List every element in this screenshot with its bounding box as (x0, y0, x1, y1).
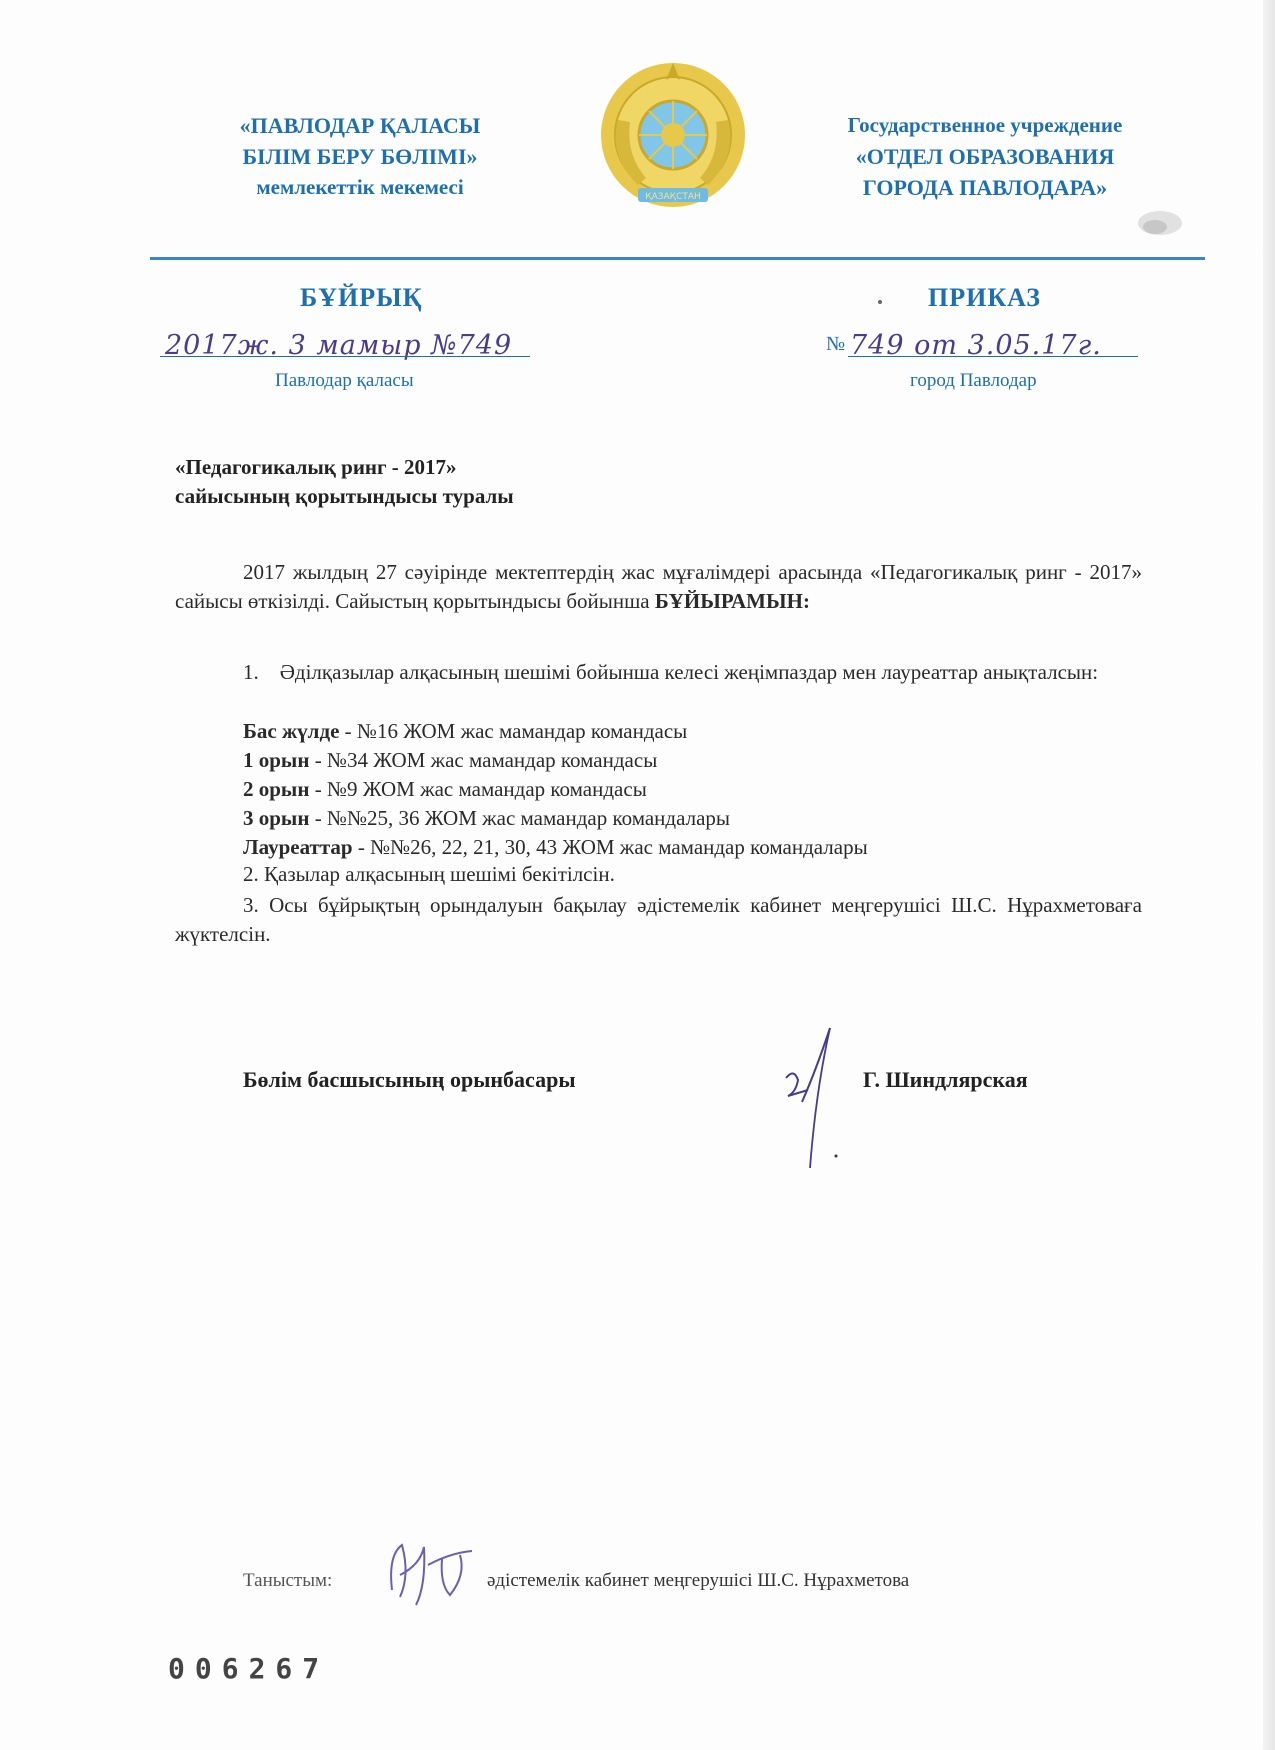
handwritten-date-ru: 749 от 3.05.17г. (850, 330, 1102, 361)
order-subject (175, 453, 514, 511)
winner-text: - №№25, 36 ЖОМ жас мамандар командалары (309, 806, 731, 830)
header-kz-line-3: мемлекеттік мекемесі (256, 175, 464, 199)
header-kz (180, 110, 540, 203)
winner-row (243, 775, 647, 804)
acknowledgement-signature (380, 1535, 500, 1615)
winner-text: - №16 ЖОМ жас мамандар командасы (339, 719, 688, 743)
order-item-2: 2. Қазылар алқасының шешімі бекітілсін. (243, 862, 615, 886)
header-ru (785, 110, 1185, 203)
order-title-ru: ПРИКАЗ (928, 283, 1042, 312)
signatory-position: Бөлім басшысының орынбасары (243, 1067, 576, 1092)
winner-text: - №9 ЖОМ жас мамандар командасы (309, 777, 647, 801)
date-underline-ru (848, 356, 1138, 357)
city-kz: Павлодар қаласы (275, 370, 414, 391)
winner-label: Лауреаттар (243, 835, 353, 859)
acknowledgement-label: Таныстым: (243, 1570, 333, 1591)
scan-smudge (1130, 205, 1185, 240)
subject-line-2: сайысының қорытындысы туралы (175, 484, 514, 508)
subject-line-1: «Педагогикалық ринг - 2017» (175, 455, 457, 479)
handwritten-signature (780, 1020, 870, 1170)
acknowledgement-text: әдістемелік кабинет меңгерушісі Ш.С. Нұрахметова (487, 1570, 910, 1591)
header-divider (150, 257, 1205, 260)
serial-number: 006267 (168, 1652, 330, 1685)
header-kz-line-1: «ПАВЛОДАР ҚАЛАСЫ (239, 113, 481, 138)
scan-edge (1263, 0, 1275, 1750)
winner-row (243, 804, 730, 833)
intro-text: 2017 жылдың 27 сәуірінде мектептердің жас мұғалімдері арасында «Педагогикалық ринг - 2017» сайысы өткізілді. Сайыстың қорытындысы бойынша (175, 560, 1142, 613)
intro-command: БҰЙЫРАМЫН: (654, 589, 810, 613)
date-underline-kz (160, 356, 530, 357)
winner-row (243, 717, 687, 746)
scan-dot (878, 300, 882, 304)
winner-text: - №№26, 22, 21, 30, 43 ЖОМ жас мамандар командалары (352, 835, 868, 859)
handwritten-date-kz: 2017ж. 3 мамыр №749 (165, 330, 513, 361)
order-item-3: 3. Осы бұйрықтың орындалуын бақылау әдістемелік кабинет меңгерушісі Ш.С. Нұрахметоваға жүктелсін. (175, 893, 1142, 946)
emblem-label: ҚАЗАҚСТАН (645, 192, 701, 202)
winner-label: 3 орын (243, 806, 310, 830)
city-ru: город Павлодар (910, 370, 1037, 391)
winner-row (243, 833, 868, 862)
winner-label: Бас жүлде (243, 719, 340, 743)
state-emblem-icon (598, 60, 748, 215)
header-ru-line-1: Государственное учреждение (847, 113, 1123, 137)
winner-row (243, 746, 657, 775)
winner-text: - №34 ЖОМ жас мамандар командасы (309, 748, 658, 772)
header-ru-line-2: «ОТДЕЛ ОБРАЗОВАНИЯ (855, 144, 1115, 169)
intro-paragraph (175, 558, 1142, 616)
number-sign: № (826, 333, 846, 355)
winner-label: 1 орын (243, 748, 310, 772)
header-ru-line-3: ГОРОДА ПАВЛОДАРА» (862, 175, 1108, 200)
header-kz-line-2: БІЛІМ БЕРУ БӨЛІМІ» (242, 144, 478, 169)
order-title-kz: БҰЙРЫҚ (300, 283, 423, 312)
winner-label: 2 орын (243, 777, 310, 801)
signatory-name: Г. Шиндлярская (863, 1067, 1028, 1092)
order-item-1: 1. Әділқазылар алқасының шешімі бойынша келесі жеңімпаздар мен лауреаттар анықталсын: (243, 660, 1099, 684)
